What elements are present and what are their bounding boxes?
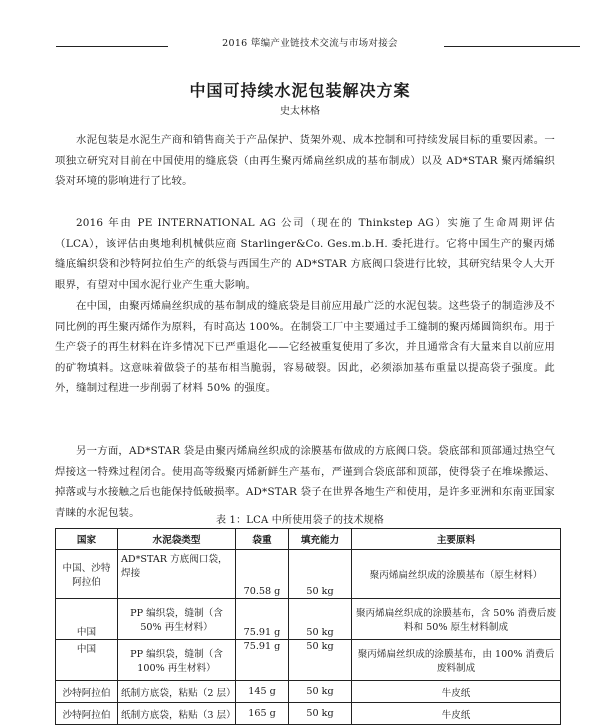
header-bag-type: 水泥袋类型: [118, 529, 236, 550]
table-row: [56, 599, 561, 640]
cell-country: 中国、沙特阿拉伯: [56, 550, 118, 599]
cell-bag-type: 纸制方底袋，粘贴（2 层）: [118, 681, 236, 703]
cell-bag-weight: 75.91 g: [236, 599, 289, 640]
header-raw-material: 主要原料: [352, 529, 561, 550]
table-header-row: [56, 529, 561, 550]
cell-fill-capacity: 50 kg: [289, 640, 352, 681]
running-header: [20, 34, 580, 50]
cell-raw-material: 牛皮纸: [352, 681, 561, 703]
spec-table: [55, 528, 561, 725]
cell-fill-capacity: 50 kg: [289, 703, 352, 725]
cell-country: 沙特阿拉伯: [56, 681, 118, 703]
paper-title: 中国可持续水泥包装解决方案: [189, 81, 411, 100]
cell-bag-weight: 165 g: [236, 703, 289, 725]
table-row: [56, 640, 561, 681]
header-country: 国家: [56, 529, 118, 550]
paragraph-intro: 水泥包装是水泥生产商和销售商关于产品保护、货架外观、成本控制和可持续发展目标的重要因素。一项独立研究对目前在中国使用的缝底袋（由再生聚丙烯扁丝织成的基布制成）以及 AD*STAR 聚丙烯编织袋对环境的影响进行了比较。: [55, 134, 555, 187]
paragraph-lca: 2016 年由 PE INTERNATIONAL AG 公司（现在的 Thinkstep AG）实施了生命周期评估（LCA），该评估由奥地利机械供应商 Starlinger&Co. Ges.m.b.H. 委托进行。它将中国生产的聚丙烯缝底编织袋和沙特阿拉伯生产的纸袋与西国生产的 AD*STAR 方底阀口袋进行比较，其研究结果令人大开眼界，有望对中国水泥行业产生重大影响。: [55, 217, 555, 291]
paragraph-adstar: 另一方面，AD*STAR 袋是由聚丙烯扁丝织成的涂膜基布做成的方底阀口袋。袋底部和顶部通过热空气焊接这一特殊过程闭合。使用高等级聚丙烯新鲜生产基布，严谨到合袋底部和顶部，使得袋子在堆垛搬运、掉落或与水接触之后也能保持低破损率。AD*STAR 袋子在世界各地生产和使用，是许多亚洲和东南亚国家青睐的水泥包装。: [55, 445, 555, 519]
cell-raw-material: 聚丙烯扁丝织成的涂膜基布，由 100% 消费后废料制成: [352, 640, 561, 681]
cell-fill-capacity: 50 kg: [289, 599, 352, 640]
cell-raw-material: 聚丙烯扁丝织成的涂膜基布（原生材料）: [352, 550, 561, 599]
table-row: [56, 703, 561, 725]
header-bag-weight: 袋重: [236, 529, 289, 550]
table-row: [56, 681, 561, 703]
cell-fill-capacity: 50 kg: [289, 550, 352, 599]
cell-bag-weight: 145 g: [236, 681, 289, 703]
header-rule-left: [56, 46, 168, 47]
table-caption: 表 1：LCA 中所使用袋子的技术规格: [215, 515, 385, 526]
cell-bag-type: PP 编织袋，缝制（含 100% 再生材料）: [118, 640, 236, 681]
cell-country: 中国: [56, 640, 118, 681]
cell-raw-material: 牛皮纸: [352, 703, 561, 725]
author: 史太林格: [280, 106, 320, 117]
header-text: 2016 筚编产业链技术交流与市场对接会: [222, 38, 398, 49]
cell-country: 沙特阿拉伯: [56, 703, 118, 725]
cell-bag-weight: 75.91 g: [236, 640, 289, 681]
header-fill-capacity: 填充能力: [289, 529, 352, 550]
table-row: [56, 550, 561, 599]
cell-bag-type: 纸制方底袋，粘贴（3 层）: [118, 703, 236, 725]
cell-bag-weight: 70.58 g: [236, 550, 289, 599]
cell-fill-capacity: 50 kg: [289, 681, 352, 703]
header-rule-right: [444, 46, 580, 47]
cell-bag-type: PP 编织袋，缝制（含 50% 再生材料）: [118, 599, 236, 640]
cell-bag-type: AD*STAR 方底阀口袋，焊接: [118, 550, 236, 599]
cell-raw-material: 聚丙烯扁丝织成的涂膜基布，含 50% 消费后废料和 50% 原生材料制成: [352, 599, 561, 640]
cell-country: 中国: [56, 599, 118, 640]
paragraph-sewn-bags: 在中国，由聚丙烯扁丝织成的基布制成的缝底袋是目前应用最广泛的水泥包装。这些袋子的制造涉及不同比例的再生聚丙烯作为原料，有时高达 100%。在制袋工厂中主要通过手工缝制的聚丙烯圆筒织布。用于生产袋子的再生材料在许多情况下已严重退化——它经被重复使用了多次，并且通常含有大量来自以前应用的矿物填料。这意味着做袋子的基布相当脆弱，容易破裂。因此，必须添加基布重量以提高袋子强度。此外，缝制过程进一步削弱了材料 50% 的强度。: [55, 300, 555, 394]
